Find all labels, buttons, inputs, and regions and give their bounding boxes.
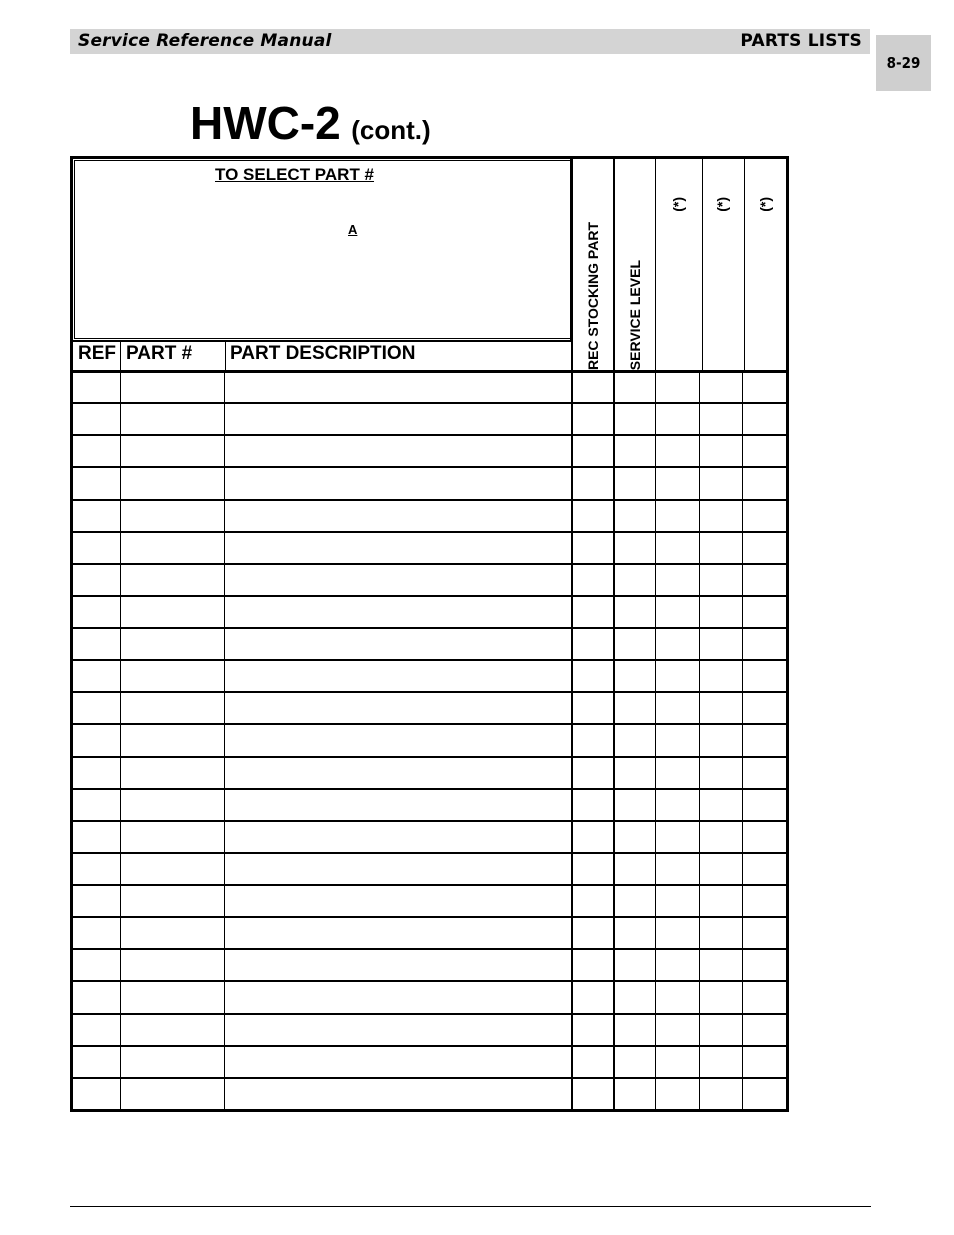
table-row-rule bbox=[73, 499, 786, 501]
table-row-rule bbox=[73, 402, 786, 404]
column-header-option-1 bbox=[656, 159, 700, 370]
column-header-rec-stocking bbox=[572, 159, 613, 370]
table-row-rule bbox=[73, 884, 786, 886]
column-divider bbox=[120, 370, 121, 1110]
table-row-rule bbox=[73, 980, 786, 982]
table-row-rule bbox=[73, 691, 786, 693]
column-divider bbox=[571, 159, 573, 1110]
table-row-rule bbox=[73, 1045, 786, 1047]
select-part-title: TO SELECT PART # bbox=[215, 165, 375, 184]
table-row-rule bbox=[73, 466, 786, 468]
select-part-note: A bbox=[348, 222, 358, 237]
table-row-rule bbox=[73, 788, 786, 790]
model-name: HWC-2 bbox=[190, 97, 341, 149]
section-title: PARTS LISTS bbox=[740, 31, 862, 51]
table-row-rule bbox=[73, 948, 786, 950]
table-row-rule bbox=[73, 627, 786, 629]
table-row-rule bbox=[73, 531, 786, 533]
column-header-option-3 bbox=[744, 159, 786, 370]
select-part-box-inner bbox=[74, 160, 571, 339]
column-header-part-number: PART # bbox=[126, 343, 193, 364]
column-divider bbox=[742, 370, 743, 1110]
page-number-tab: 8-29 bbox=[876, 35, 931, 91]
table-row-rule bbox=[73, 563, 786, 565]
column-header-description: PART DESCRIPTION bbox=[230, 343, 416, 364]
column-divider bbox=[655, 159, 656, 1110]
table-row-rule bbox=[73, 852, 786, 854]
option-2-label: (*) bbox=[714, 197, 730, 212]
column-divider bbox=[613, 159, 615, 1110]
footer-rule bbox=[70, 1206, 871, 1207]
option-1-label: (*) bbox=[670, 197, 686, 212]
option-3-label: (*) bbox=[757, 197, 773, 212]
table-row-rule bbox=[73, 1077, 786, 1079]
column-header-option-2 bbox=[701, 159, 743, 370]
manual-title: Service Reference Manual bbox=[78, 31, 332, 51]
service-level-label: SERVICE LEVEL bbox=[626, 259, 643, 370]
page-title bbox=[190, 96, 431, 150]
table-row-rule bbox=[73, 916, 786, 918]
rec-stocking-label: REC STOCKING PART bbox=[584, 221, 601, 370]
table-row-rule bbox=[73, 723, 786, 725]
title-continued: (cont.) bbox=[351, 115, 431, 145]
table-row-rule bbox=[73, 434, 786, 436]
column-divider bbox=[224, 370, 225, 1110]
column-divider bbox=[744, 159, 745, 370]
column-divider bbox=[699, 370, 700, 1110]
table-row-rule bbox=[73, 370, 786, 373]
table-row-rule bbox=[73, 756, 786, 758]
table-row-rule bbox=[73, 595, 786, 597]
column-header-ref: REF bbox=[78, 343, 116, 364]
table-row-rule bbox=[73, 659, 786, 661]
table-row-rule bbox=[73, 820, 786, 822]
table-row-rule bbox=[73, 1013, 786, 1015]
column-divider bbox=[702, 159, 703, 370]
column-header-service-level bbox=[614, 159, 655, 370]
